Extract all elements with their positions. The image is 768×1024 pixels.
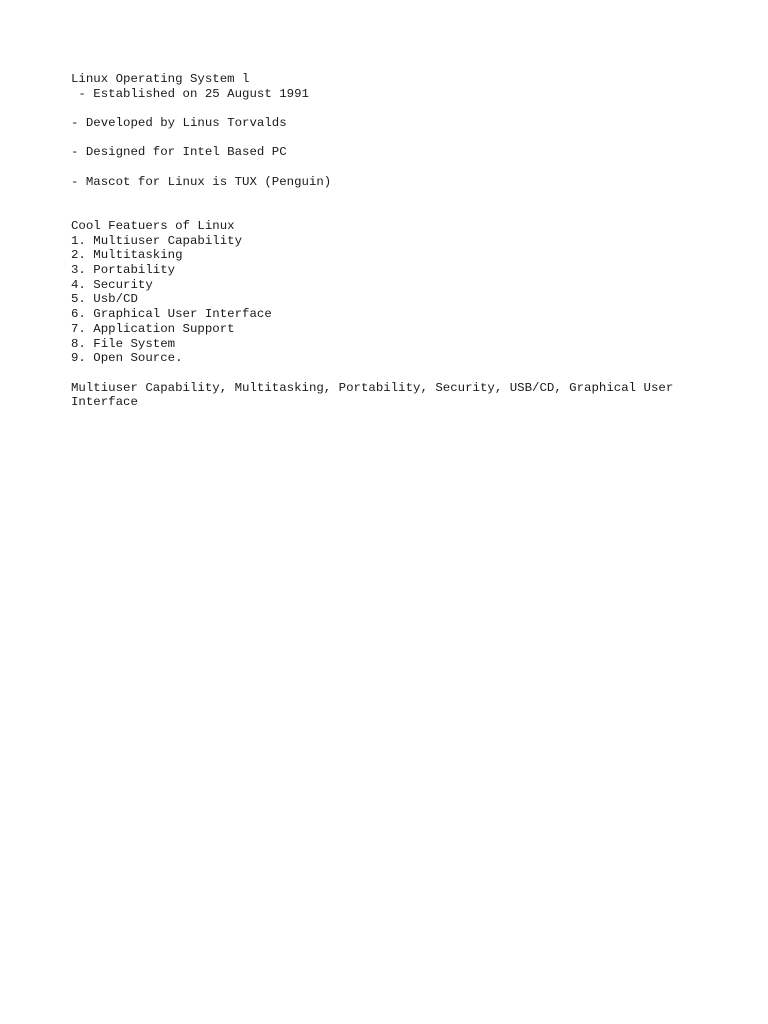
mascot-line: - Mascot for Linux is TUX (Penguin): [71, 174, 332, 189]
document-title: Linux Operating System l: [71, 72, 250, 86]
list-item: 1. Multiuser Capability: [71, 233, 243, 248]
list-item: 3. Portability: [71, 263, 176, 278]
list-item: 2. Multitasking: [71, 248, 183, 263]
spacer: [71, 366, 696, 381]
spacer: [71, 190, 696, 219]
features-list: [71, 234, 696, 366]
list-item: 6. Graphical User Interface: [71, 307, 272, 322]
spacer: [71, 160, 696, 175]
spacer: [71, 131, 696, 146]
list-item: 9. Open Source.: [71, 351, 183, 366]
developed-line: - Developed by Linus Torvalds: [71, 116, 287, 131]
spacer: [71, 101, 696, 116]
list-item: 4. Security: [71, 277, 153, 292]
document-page: [71, 72, 696, 410]
designed-line: - Designed for Intel Based PC: [71, 145, 287, 160]
list-item: 7. Application Support: [71, 321, 235, 336]
established-line: - Established on 25 August 1991: [71, 86, 309, 101]
list-item: 5. Usb/CD: [71, 292, 138, 307]
features-heading: Cool Featuers of Linux: [71, 218, 235, 233]
summary-paragraph: Multiuser Capability, Multitasking, Portability, Security, USB/CD, Graphical User Interface: [71, 380, 681, 410]
list-item: 8. File System: [71, 336, 176, 351]
